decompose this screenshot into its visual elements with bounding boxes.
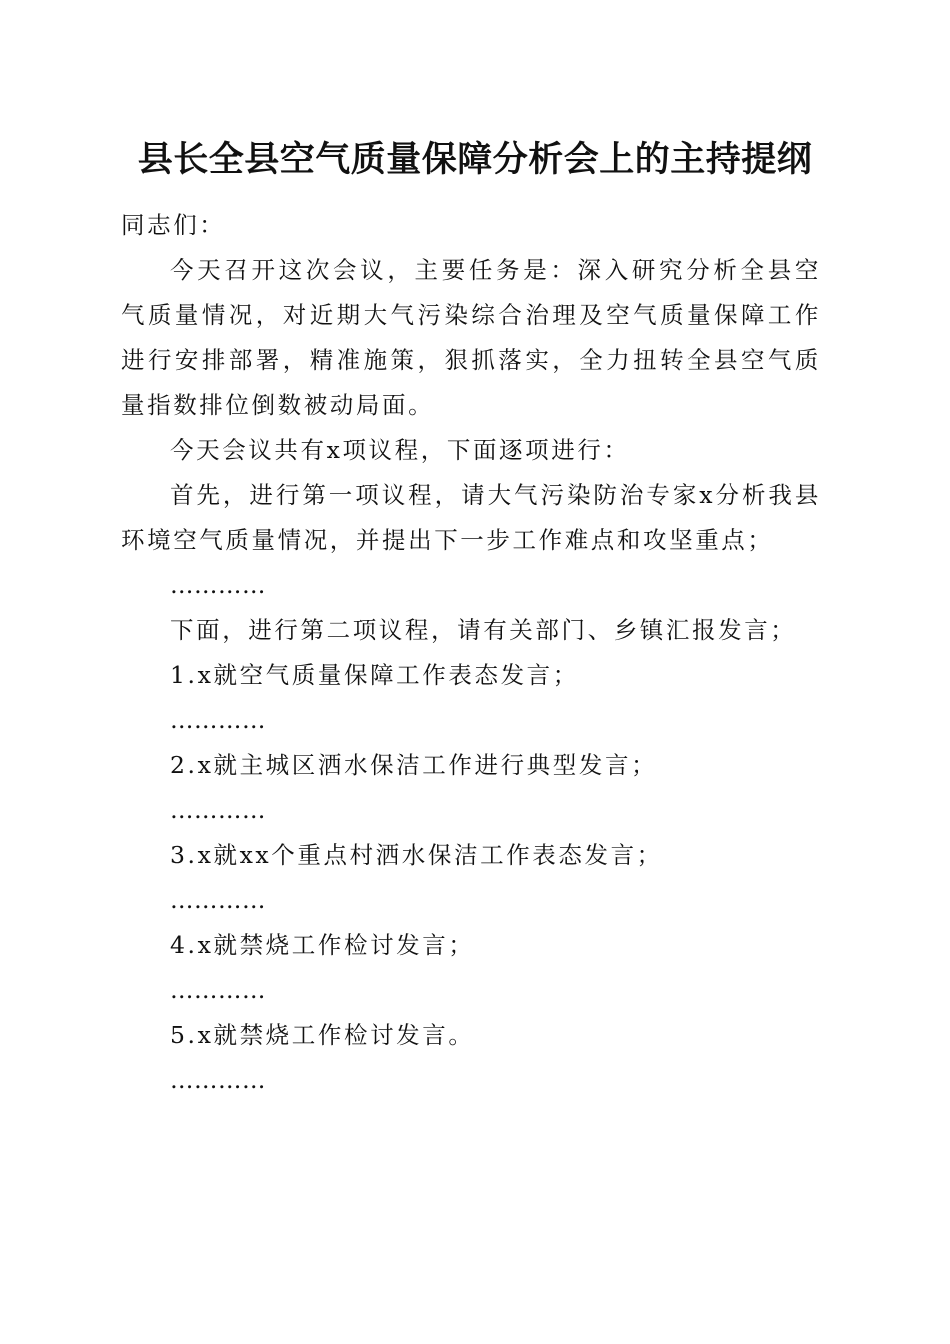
paragraph-agenda-item-2: 下面，进行第二项议程，请有关部门、乡镇汇报发言； bbox=[170, 616, 797, 644]
ellipsis-line: ………… bbox=[170, 976, 266, 1004]
paragraph-intro: 今天召开这次会议，主要任务是：深入研究分析全县空气质量情况，对近期大气污染综合治理及空气质量保障工作进行安排部署，精准施策，狠抓落实，全力扭转全县空气质量指数排位倒数被动局面。 bbox=[121, 256, 821, 419]
ellipsis-line: ………… bbox=[170, 571, 266, 599]
speech-item-5: 5.x就禁烧工作检讨发言。 bbox=[170, 1021, 475, 1049]
speech-item-4: 4.x就禁烧工作检讨发言； bbox=[170, 931, 475, 959]
salutation: 同志们： bbox=[121, 211, 226, 239]
paragraph-agenda-item-1: 首先，进行第一项议程，请大气污染防治专家x分析我县环境空气质量情况，并提出下一步工作难点和攻坚重点； bbox=[121, 481, 821, 554]
paragraph-agenda-count: 今天会议共有x项议程，下面逐项进行： bbox=[170, 436, 630, 464]
ellipsis-line: ………… bbox=[170, 796, 266, 824]
speech-item-2: 2.x就主城区洒水保洁工作进行典型发言； bbox=[170, 751, 658, 779]
ellipsis-line: ………… bbox=[170, 1066, 266, 1094]
document-title: 县长全县空气质量保障分析会上的主持提纲 bbox=[137, 139, 813, 180]
ellipsis-line: ………… bbox=[170, 706, 266, 734]
document-body bbox=[121, 203, 821, 1103]
speech-item-1: 1.x就空气质量保障工作表态发言； bbox=[170, 661, 579, 689]
ellipsis-line: ………… bbox=[170, 886, 266, 914]
speech-item-3: 3.x就xx个重点村洒水保洁工作表态发言； bbox=[170, 841, 663, 869]
